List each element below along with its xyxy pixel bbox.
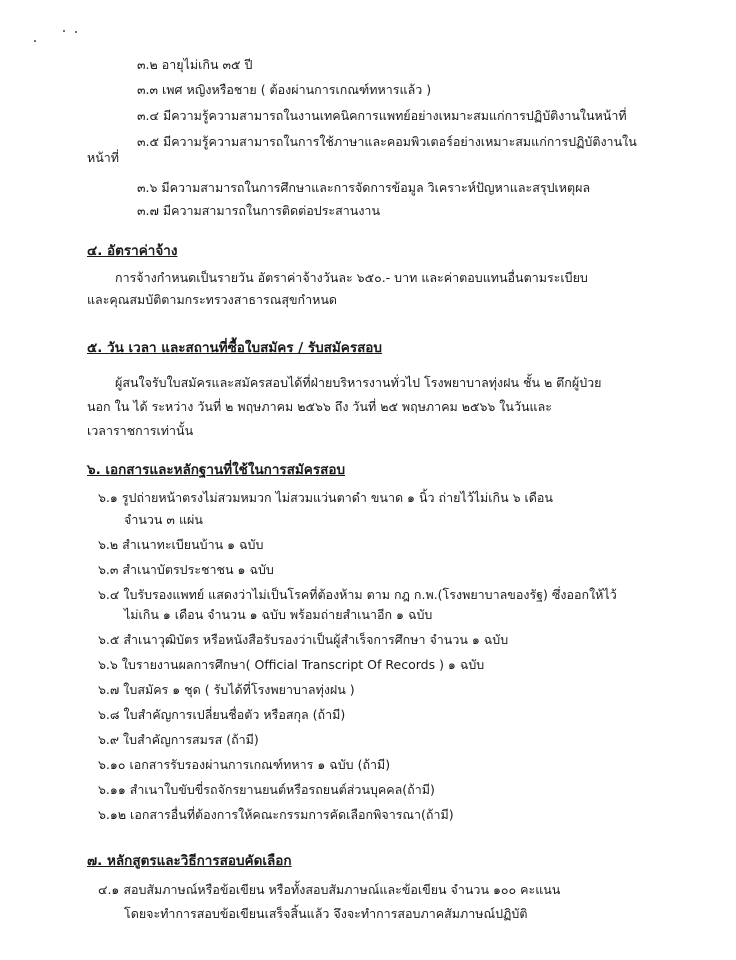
item-3-5: ๓.๕ มีความรู้ความสามารถในการใช้ภาษาและคอมพิวเตอร์อย่างเหมาะสมแก่การปฏิบัติงานใน xyxy=(137,134,637,149)
item-6-3: ๖.๓ สำเนาบัตรประชาชน ๑ ฉบับ xyxy=(98,562,274,577)
scan-speck xyxy=(63,30,65,32)
item-3-5-cont: หน้าที่ xyxy=(87,150,120,165)
section-7-line: โดยจะทำการสอบข้อเขียนเสร็จสิ้นแล้ว จึงจะทำการสอบภาคสัมภาษณ์ปฏิบัติ xyxy=(124,906,528,921)
item-6-5: ๖.๕ สำเนาวุฒิบัตร หรือหนังสือรับรองว่าเป็นผู้สำเร็จการศึกษา จำนวน ๑ ฉบับ xyxy=(98,632,509,647)
item-6-2: ๖.๒ สำเนาทะเบียนบ้าน ๑ ฉบับ xyxy=(98,537,264,552)
section-5-line: ผู้สนใจรับใบสมัครและสมัครสอบได้ที่ฝ่ายบริหารงานทั่วไป โรงพยาบาลทุ่งฝน ชั้น ๒ ตึกผู้ป่วย xyxy=(115,375,602,390)
item-3-3: ๓.๓ เพศ หญิงหรือชาย ( ต้องผ่านการเกณฑ์ทหารแล้ว ) xyxy=(137,82,432,97)
scan-speck xyxy=(75,31,77,33)
item-3-6: ๓.๖ มีความสามารถในการศึกษาและการจัดการข้อมูล วิเคราะห์ปัญหาและสรุปเหตุผล xyxy=(137,180,591,195)
item-3-4: ๓.๔ มีความรู้ความสามารถในงานเทคนิคการแพทย์อย่างเหมาะสมแก่การปฏิบัติงานในหน้าที่ xyxy=(137,108,627,123)
section-6-heading: ๖. เอกสารและหลักฐานที่ใช้ในการสมัครสอบ xyxy=(87,462,346,478)
item-6-1-cont: จำนวน ๓ แผ่น xyxy=(124,512,203,527)
section-4-line: การจ้างกำหนดเป็นรายวัน อัตราค่าจ้างวันละ ๖๕๐.- บาท และค่าตอบแทนอื่นตามระเบียบ xyxy=(115,270,588,285)
item-6-7: ๖.๗ ใบสมัคร ๑ ชุด ( รับได้ที่โรงพยาบาลทุ่งฝน ) xyxy=(98,682,355,697)
item-6-4: ๖.๔ ใบรับรองแพทย์ แสดงว่าไม่เป็นโรคที่ต้องห้าม ตาม กฎ ก.พ.(โรงพยาบาลของรัฐ) ซึ่งออกให้ไว้ xyxy=(98,587,617,602)
section-5-line: นอก ใน ได้ ระหว่าง วันที่ ๒ พฤษภาคม ๒๕๖๖ ถึง วันที่ ๒๕ พฤษภาคม ๒๕๖๖ ในวันและ xyxy=(87,399,552,414)
section-5-heading: ๕. วัน เวลา และสถานที่ซื้อใบสมัคร / รับสมัครสอบ xyxy=(87,340,382,356)
section-7-heading: ๗. หลักสูตรและวิธีการสอบคัดเลือก xyxy=(87,853,292,869)
section-7-line: ๔.๑ สอบสัมภาษณ์หรือข้อเขียน หรือทั้งสอบสัมภาษณ์และข้อเขียน จำนวน ๑๐๐ คะแนน xyxy=(98,882,561,897)
item-6-8: ๖.๘ ใบสำคัญการเปลี่ยนชื่อตัว หรือสกุล (ถ้ามี) xyxy=(98,707,346,722)
section-4-heading: ๔. อัตราค่าจ้าง xyxy=(87,243,178,259)
item-6-6: ๖.๖ ใบรายงานผลการศึกษา( Official Transcript Of Records ) ๑ ฉบับ xyxy=(98,657,485,672)
item-6-4-cont: ไม่เกิน ๑ เดือน จำนวน ๑ ฉบับ พร้อมถ่ายสำเนาอีก ๑ ฉบับ xyxy=(124,607,433,622)
item-6-1: ๖.๑ รูปถ่ายหน้าตรงไม่สวมหมวก ไม่สวมแว่นตาดำ ขนาด ๑ นิ้ว ถ่ายไว้ไม่เกิน ๖ เดือน xyxy=(98,490,553,505)
section-5-line: เวลาราชการเท่านั้น xyxy=(87,423,194,438)
item-6-11: ๖.๑๑ สำเนาใบขับขี่รถจักรยานยนต์หรือรถยนต์ส่วนบุคคล(ถ้ามี) xyxy=(98,782,435,797)
item-3-7: ๓.๗ มีความสามารถในการติดต่อประสานงาน xyxy=(137,203,380,218)
section-4-line: และคุณสมบัติตามกระทรวงสาธารณสุขกำหนด xyxy=(87,292,338,307)
item-6-12: ๖.๑๒ เอกสารอื่นที่ต้องการให้คณะกรรมการคัดเลือกพิจารณา(ถ้ามี) xyxy=(98,807,454,822)
item-3-2: ๓.๒ อายุไม่เกิน ๓๕ ปี xyxy=(137,57,253,72)
item-6-9: ๖.๙ ใบสำคัญการสมรส (ถ้ามี) xyxy=(98,732,259,747)
item-6-10: ๖.๑๐ เอกสารรับรองผ่านการเกณฑ์ทหาร ๑ ฉบับ (ถ้ามี) xyxy=(98,757,391,772)
scan-speck xyxy=(34,40,36,42)
